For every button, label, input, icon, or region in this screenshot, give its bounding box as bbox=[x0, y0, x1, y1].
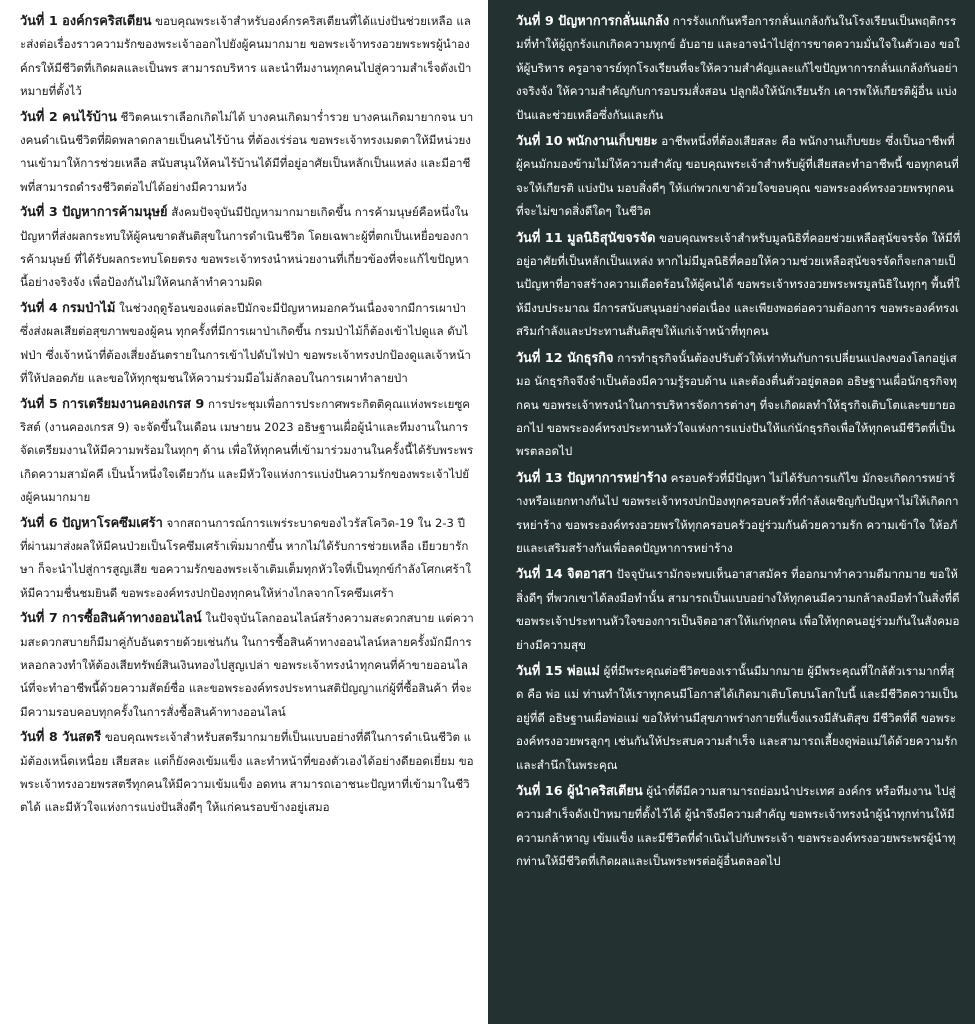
day-8-entry bbox=[20, 726, 474, 820]
day-1-entry bbox=[20, 10, 474, 104]
day-10-heading: วันที่ 10 พนักงานเก็บขยะ bbox=[516, 134, 658, 150]
day-12-body: การทำธุรกิจนั้นต้องปรับตัวให้เท่าทันกับการเปลี่ยนแปลงของโลกอยู่เสมอ นักธุรกิจจึงจำเป็นต้องมีความรู้รอบด้าน และต้องตื่นตัวอยู่ตลอด อธิษฐานเผื่อนักธุรกิจทุกคน ขอพระเจ้าทรงนำในการบริหารจัดการต่างๆ ที่จะเกิดผลทำให้ธุรกิจเติบโตและขยายออกไป ขอพระองค์ทรงประทานหัวใจแห่งการแบ่งปันให้แก่นักธุรกิจเพื่อให้ทุกคนมีชีวิตที่เป็นพรตลอดไป bbox=[516, 350, 957, 459]
day-11-entry bbox=[516, 227, 961, 344]
day-14-entry bbox=[516, 563, 961, 657]
day-9-body: การรังแกกันหรือการกลั่นแกล้งกันในโรงเรียนเป็นพฤติกรรมที่ทำให้ผู้ถูกรังแกเกิดความทุกข์ อับอาย และอาจนำไปสู่การขาดความมั่นใจในตัวเอง ขอให้ผู้บริหาร ครูอาจารย์ทุกโรงเรียนที่จะให้ความสำคัญและแก้ไขปัญหาการกลั่นแกล้งกันอย่างจริงจัง ให้ความสำคัญกับการอบรมสั่งสอน ปลูกฝังให้นักเรียนรัก เคารพให้เกียรติผู้อื่น แบ่งปันและช่วยเหลือซึ่งกันและกัน bbox=[516, 14, 960, 122]
day-13-heading: วันที่ 13 ปัญหาการหย่าร้าง bbox=[516, 470, 667, 486]
day-5-body: การประชุมเพื่อการประกาศพระกิตติคุณแห่งพระเยซูคริสต์ (งานคองเกรส 9) จะจัดขึ้นในเดือน เมษายน 2023 อธิษฐานเผื่อผู้นำและทีมงานในการจัดเตรียมงานให้มีความพร้อมในทุกๆ ด้าน เพื่อให้ทุกคนที่เข้ามาร่วมงานในครั้งนี้ได้รับพระพร เกิดความสามัคคี เป็นน้ำหนึ่งใจเดียวกัน และมีหัวใจแห่งการแบ่งปันความรักของพระเจ้าไปยังผู้คนมากมาย bbox=[20, 396, 474, 505]
day-15-heading: วันที่ 15 พ่อแม่ bbox=[516, 663, 600, 679]
day-2-body: ชีวิตคนเราเลือกเกิดไม่ได้ บางคนเกิดมาร่ำรวย บางคนเกิดมายากจน บางคนดำเนินชีวิตที่ผิดพลาดกลายเป็นคนไร้บ้าน ที่ต้องเร่ร่อน ขอพระเจ้าทรงเมตตาให้มีหน่วยงานเข้ามาให้การช่วยเหลือ สนับสนุนให้คนไร้บ้านได้มีที่อยู่อาศัยเป็นหลักเป็นแหล่ง และมีอาชีพที่สามารถดำรงชีวิตต่อไปได้อย่างมีความหวัง bbox=[20, 109, 474, 194]
day-6-entry bbox=[20, 512, 474, 606]
day-6-heading: วันที่ 6 ปัญหาโรคซึมเศร้า bbox=[20, 515, 163, 531]
day-16-body: ผู้นำที่ดีมีความสามารถย่อมนำประเทศ องค์กร หรือทีมงาน ไปสู่ความสำเร็จดังเป้าหมายที่ตั้งไว้ได้ ผู้นำจึงมีความสำคัญ ขอพระเจ้าทรงนำผู้นำทุกท่านให้มีความกล้าหาญ เข้มแข็ง และมีชีวิตที่ดำเนินไปกับพระเจ้า ขอพระองค์ทรงอวยพระพรผู้นำทุกท่านให้มีชีวิตที่เกิดผลและเป็นพระพรต่อผู้อื่นตลอดไป bbox=[516, 784, 956, 869]
day-4-body: ในช่วงฤดูร้อนของแต่ละปีมักจะมีปัญหาหมอกควันเนื่องจากมีการเผาป่า ซึ่งส่งผลเสียต่อสุขภาพของผู้คน ทุกครั้งที่มีการเผาป่าเกิดขึ้น กรมป่าไม้ก็ต้องเข้าไปดูแล ดับไฟป่า ซึ่งเจ้าหน้าที่ต้องเสี่ยงอันตรายในการเข้าไปดับไฟป่า ขอพระเจ้าทรงปกป้องดูแลเจ้าหน้าที่ให้ปลอดภัย และขอให้ทุกชุมชนให้ความร่วมมือไม่ลักลอบในการเผาทำลายป่า bbox=[20, 300, 471, 386]
day-7-entry bbox=[20, 607, 474, 724]
day-5-entry bbox=[20, 393, 474, 510]
day-2-heading: วันที่ 2 คนไร้บ้าน bbox=[20, 109, 117, 125]
day-1-heading: วันที่ 1 องค์กรคริสเตียน bbox=[20, 14, 152, 29]
day-13-body: ครอบครัวที่มีปัญหา ไม่ได้รับการแก้ไข มักจะเกิดการหย่าร้างหรือแยกทางกันไป ขอพระเจ้าทรงปกป้องทุกครอบครัวที่กำลังเผชิญกับปัญหาไม่ให้เกิดการหย่าร้าง ขอพระองค์ทรงอวยพรให้ทุกครอบครัวอยู่ร่วมกันด้วยความรัก ความเข้าใจ ให้อภัยและเสริมสร้างกันเพื่อลดปัญหาการหย่าร้าง bbox=[516, 470, 959, 555]
day-5-heading: วันที่ 5 การเตรียมงานคองเกรส 9 bbox=[20, 396, 205, 412]
day-15-body: ผู้ที่มีพระคุณต่อชีวิตของเรานั้นมีมากมาย ผู้มีพระคุณที่ใกล้ตัวเรามากที่สุด คือ พ่อ แม่ ท่านทำให้เราทุกคนมีโอกาสได้เกิดมาเติบโตบนโลกใบนี้ และมีชีวิตความเป็นอยู่ที่ดี อธิษฐานเผื่อพ่อแม่ ขอให้ท่านมีสุขภาพร่างกายที่แข็งแรงมีสันติสุข มีชีวิตที่ดี ขอพระองค์ทรงอวยพรลูกๆ เช่นกันให้ประสบความสำเร็จ และสามารถเลี้ยงดูพ่อแม่ได้ด้วยความรักและสำนึกในพระคุณ bbox=[516, 663, 958, 772]
day-1-body: ขอบคุณพระเจ้าสำหรับองค์กรคริสเตียนที่ได้แบ่งปันช่วยเหลือ และส่งต่อเรื่องราวความรักของพระเจ้าออกไปยังผู้คนมากมาย ขอพระเจ้าทรงอวยพระพรผู้นำองค์กรให้มีชีวิตที่เกิดผลและเป็นพร สามารถบริหาร และนำทีมงานทุกคนไปสู่ความสำเร็จดังเป้าหมายที่ตั้งไว้ bbox=[20, 14, 472, 99]
day-8-body: ขอบคุณพระเจ้าสำหรับสตรีมากมายที่เป็นแบบอย่างที่ดีในการดำเนินชีวิต แม้ต้องเหน็ดเหนื่อย เสียสละ แต่ก็ยังคงเข้มแข็ง และทำหน้าที่ของตัวเองได้อย่างดียอดเยี่ยม ขอพระเจ้าทรงอวยพรสตรีทุกคนให้มีความเข้มแข็ง อดทน สามารถเอาชนะปัญหาที่เข้ามาในชีวิตได้ และมีหัวใจแห่งการแบ่งปันสิ่งดีๆ ให้แก่คนรอบข้างอยู่เสมอ bbox=[20, 730, 474, 815]
day-16-entry bbox=[516, 780, 961, 874]
day-7-body: ในปัจจุบันโลกออนไลน์สร้างความสะดวกสบาย แต่ความสะดวกสบายก็มีมาคู่กับอันตรายด้วยเช่นกัน ในการซื้อสินค้าทางออนไลน์หลายครั้งมักมีการหลอกลวงทำให้ต้องเสียทรัพย์สินเงินทองไปสูญเปล่า ขอพระเจ้าทรงนำทุกคนที่ค้าขายออนไลน์ที่จะทำอาชีพนี้ด้วยความสัตย์ซื่อ และขอพระองค์ทรงประทานสติปัญญาแก่ผู้ที่ซื้อสินค้า ที่จะมีความรอบคอบทุกครั้งในการสั่งซื้อสินค้าทางออนไลน์ bbox=[20, 611, 474, 719]
day-14-body: ปัจจุบันเรามักจะพบเห็นอาสาสมัคร ที่ออกมาทำความดีมากมาย ขอให้สิ่งดีๆ ที่พวกเขาได้ลงมือทำนั้น สามารถเป็นแบบอย่างให้ทุกคนมีความกล้าลงมือทำในสิ่งที่ดี ขอพระเจ้าประทานหัวใจของการเป็นจิตอาสาให้แก่ทุกคน เพื่อให้ทุกคนอยู่ร่วมกันในสังคมอย่างมีความสุข bbox=[516, 567, 960, 652]
right-column bbox=[488, 0, 975, 1024]
day-11-heading: วันที่ 11 มูลนิธิสุนัขจรจัด bbox=[516, 230, 656, 246]
day-4-entry bbox=[20, 297, 474, 391]
day-4-heading: วันที่ 4 กรมป่าไม้ bbox=[20, 300, 116, 316]
day-7-heading: วันที่ 7 การซื้อสินค้าทางออนไลน์ bbox=[20, 611, 202, 627]
day-6-body: จากสถานการณ์การแพร่ระบาดของไวรัสโควิด-19 ใน 2-3 ปี ที่ผ่านมาส่งผลให้มีคนป่วยเป็นโรคซึมเศร้าเพิ่มมากขึ้น หากไม่ได้รับการช่วยเหลือ เยียวยารักษา ก็จะนำไปสู่การสูญเสีย ขอความรักของพระเจ้าเติมเต็มทุกหัวใจที่เป็นทุกข์กำลังโศกเศร้าให้มีความชื่นชมยินดี ขอพระองค์ทรงปกป้องทุกคนให้ห่างไกลจากโรคซึมเศร้า bbox=[20, 515, 471, 600]
day-13-entry bbox=[516, 467, 961, 561]
day-12-heading: วันที่ 12 นักธุรกิจ bbox=[516, 350, 614, 366]
day-3-entry bbox=[20, 201, 474, 295]
day-8-heading: วันที่ 8 วันสตรี bbox=[20, 730, 102, 746]
day-9-heading: วันที่ 9 ปัญหาการกลั่นแกล้ง bbox=[516, 14, 670, 29]
day-2-entry bbox=[20, 106, 474, 200]
day-15-entry bbox=[516, 660, 961, 777]
day-10-entry bbox=[516, 130, 961, 224]
day-3-body: สังคมปัจจุบันมีปัญหามากมายเกิดขึ้น การค้ามนุษย์คือหนึ่งในปัญหาที่ส่งผลกระทบให้ผู้คนขาดสันติสุขในการดำเนินชีวิต โดยเฉพาะผู้ที่ตกเป็นเหยื่อของการค้ามนุษย์ ที่ได้รับผลกระทบโดยตรง ขอพระเจ้าทรงนำหน่วยงานที่เกี่ยวข้องที่จะแก้ไขปัญหานี้อย่างจริงจัง เพื่อป้องกันไม่ให้คนกล้าทำความผิด bbox=[20, 205, 469, 290]
day-14-heading: วันที่ 14 จิตอาสา bbox=[516, 567, 613, 583]
day-12-entry bbox=[516, 347, 961, 464]
day-3-heading: วันที่ 3 ปัญหาการค้ามนุษย์ bbox=[20, 205, 168, 221]
day-10-body: อาชีพหนึ่งที่ต้องเสียสละ คือ พนักงานเก็บขยะ ซึ่งเป็นอาชีพที่ผู้คนมักมองข้ามไม่ให้ความสำคัญ ขอบคุณพระเจ้าสำหรับผู้ที่เสียสละทำอาชีพนี้ ขอทุกคนที่จะให้เกียรติ แบ่งปัน มอบสิ่งดีๆ ให้แก่พวกเขาด้วยใจขอบคุณ ขอพระองค์ทรงอวยพรทุกคนที่จะไม่ขาดสิ่งดีใดๆ ในชีวิต bbox=[516, 134, 959, 219]
day-11-body: ขอบคุณพระเจ้าสำหรับมูลนิธิที่คอยช่วยเหลือสุนัขจรจัด ให้มีที่อยู่อาศัยที่เป็นหลักเป็นแหล่ง หากไม่มีมูลนิธิที่คอยให้ความช่วยเหลือสุนัขจรจัดก็จะกลายเป็นปัญหาที่อาจสร้างความเดือดร้อนให้ผู้คนได้ ขอพระเจ้าทรงอวยพระพรมูลนิธิในทุกๆ พื้นที่ให้มีงบประมาณ มีการสนับสนุนอย่างต่อเนื่อง และเพียงพอต่อความต้องการ ขอพระองค์ทรงเสริมกำลังและประทานสันติสุขให้แก่เจ้าหน้าที่ทุกคน bbox=[516, 230, 961, 339]
day-9-entry bbox=[516, 10, 961, 127]
day-16-heading: วันที่ 16 ผู้นำคริสเตียน bbox=[516, 784, 643, 799]
